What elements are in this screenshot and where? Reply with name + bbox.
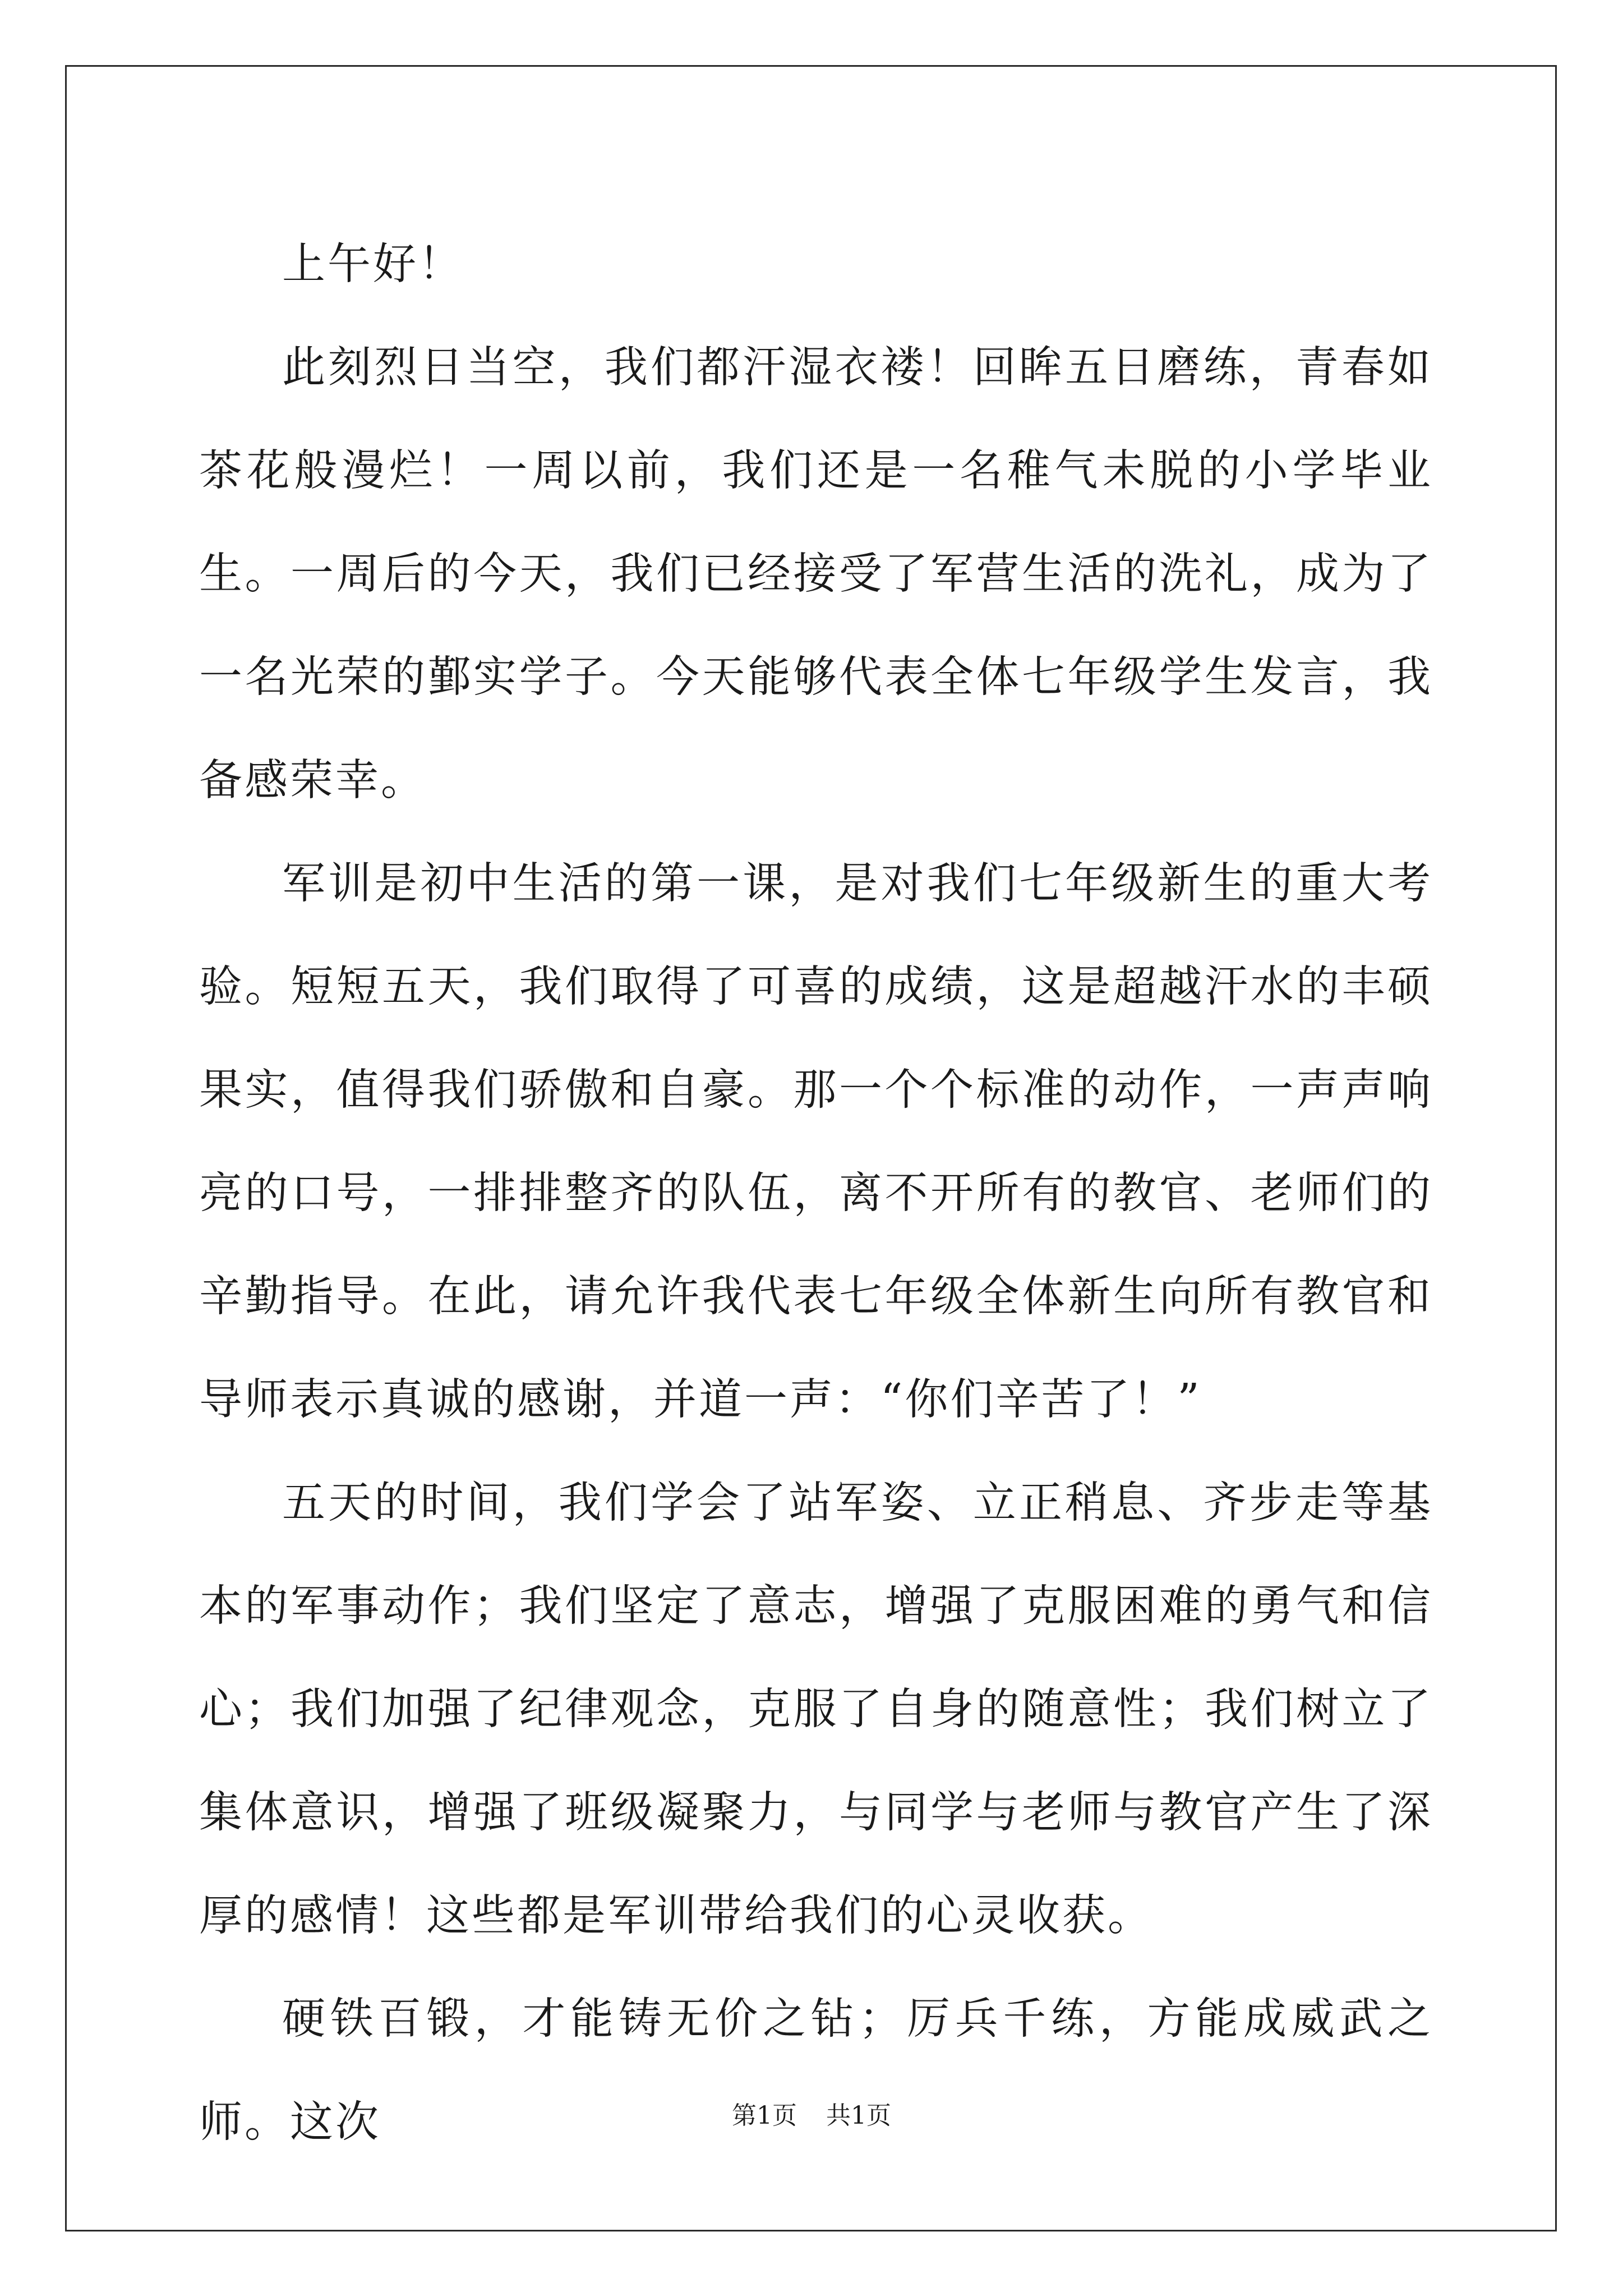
page-number: 第1页 [732, 2101, 797, 2130]
document-body [199, 213, 1433, 2174]
paragraph-greeting: 上午好！ [282, 240, 464, 289]
page-footer [0, 2099, 1623, 2133]
paragraph-3: 五天的时间，我们学会了站军姿、立正稍息、齐步走等基本的军事动作；我们坚定了意志，增强了克服困难的勇气和信心；我们加强了纪律观念，克服了自身的随意性；我们树立了集体意识，增强了班级凝聚力，与同学与老师与教官产生了深厚的感情！这些都是军训带给我们的心灵收获。 [199, 1478, 1433, 1941]
paragraph-2: 军训是初中生活的第一课，是对我们七年级新生的重大考验。短短五天，我们取得了可喜的成绩，这是超越汗水的丰硕果实，值得我们骄傲和自豪。那一个个标准的动作，一声声响亮的口号，一排排整齐的队伍，离不开所有的教官、老师们的辛勤指导。在此，请允许我代表七年级全体新生向所有教官和导师表示真诚的感谢，并道一声：“你们辛苦了！” [199, 859, 1433, 1425]
paragraph-4: 硬铁百锻，才能铸无价之钻；厉兵千练，方能成威武之师。这次 [199, 1994, 1433, 2147]
paragraph-1: 此刻烈日当空，我们都汗湿衣褛！回眸五日磨练，青春如茶花般漫烂！一周以前，我们还是一名稚气未脱的小学毕业生。一周后的今天，我们已经接受了军营生活的洗礼，成为了一名光荣的鄞实学子。今天能够代表全体七年级学生发言，我备感荣幸。 [199, 343, 1433, 806]
page-total: 共1页 [826, 2101, 891, 2130]
